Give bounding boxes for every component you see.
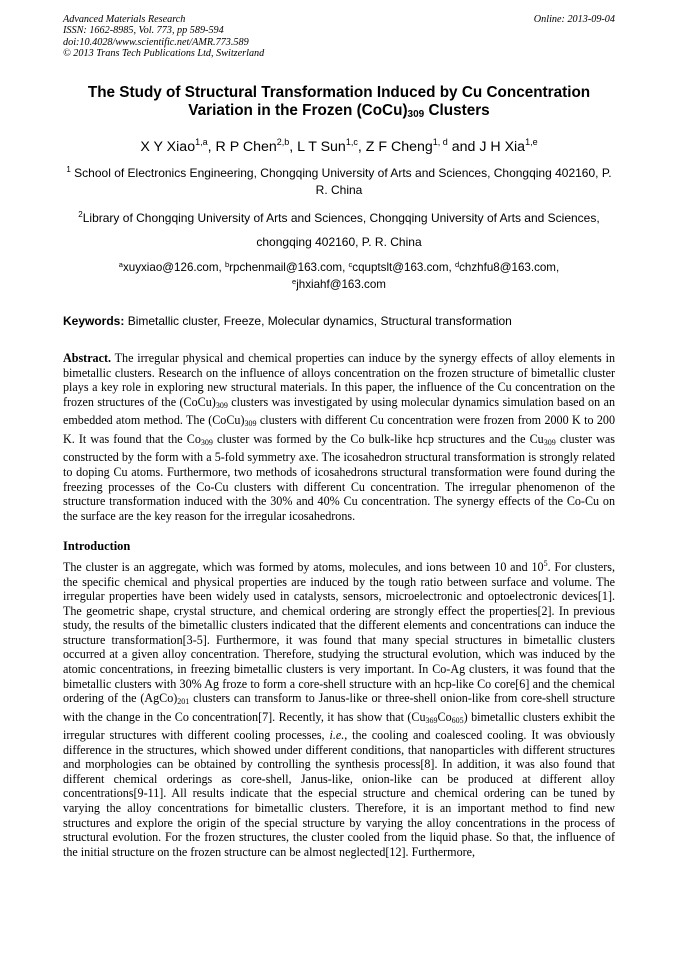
abstract-text: The irregular physical and chemical properties can induce by the synergy effects of alloy elements in bimetallic clusters. Research on the influence of alloys concentration on the frozen structure of bimetallic cluster plays a key role in exploring new structural materials. In this paper, the influence of the Cu concentration on the frozen structures of the (CoCu) bbox=[63, 351, 615, 409]
author-mark: 1,e bbox=[525, 137, 538, 148]
email-address[interactable]: jhxiahf@163.com bbox=[296, 277, 386, 291]
introduction-heading: Introduction bbox=[63, 539, 131, 554]
abstract-label: Abstract. bbox=[63, 351, 112, 366]
title-line-1: The Study of Structural Transformation Induced by Cu Concentration bbox=[87, 84, 591, 102]
email-mark: a bbox=[118, 260, 123, 270]
keywords-text: Bimetallic cluster, Freeze, Molecular dynamics, Structural transformation bbox=[124, 314, 512, 329]
body-text: . For clusters, the specific chemical and physical properties are induced by the tough ratio between surface and volume. The irregular properties have been widely used in catalysts, sensors, microelectronic and optoelectronic devices[1]. The geometric shape, crystal structure, and chemical ordering are strongly effect the properties[2]. In previous study, the results of the bimetallic clusters indicated that the different elements and concentrations can induce the structure transformation[3-5]. Furthermore, it was found that many special structures in bimetallic clusters occurred at a given alloy concentration. Therefore, studying the structural evolution, which was induced by the atomic concentrations, in freezing bimetallic clusters is very important. In Co-Ag clusters, it was found that the bimetallic clusters with 30% Ag froze to form a core-shell structure with an hcp-like Co core[6] and the chemical ordering of the (AgCo) bbox=[63, 560, 615, 706]
title-subscript: 309 bbox=[407, 109, 425, 121]
issn-line: ISSN: 1662-8985, Vol. 773, pp 589-594 bbox=[63, 25, 224, 37]
body-text: clusters can transform to Janus-like or three-shell onion-like from core-shell structure with the change in the Co concentration[7]. Recently, it has show that (Cu bbox=[63, 691, 615, 724]
abstract-text: cluster was formed by the Co bulk-like hcp structures and the Cu bbox=[212, 431, 544, 446]
affiliation-text: Library of Chongqing University of Arts and Sciences, Chongqing University of Arts and Sciences, chongqing 402160, P. R. China bbox=[82, 211, 600, 250]
subscript: 369 bbox=[425, 715, 438, 725]
author-mark: 1,a bbox=[195, 137, 208, 148]
author-name: J H Xia bbox=[479, 139, 526, 156]
online-date: Online: 2013-09-04 bbox=[533, 14, 615, 25]
email-mark: b bbox=[224, 260, 230, 270]
subscript: 201 bbox=[177, 697, 190, 707]
affiliation-2 bbox=[63, 203, 615, 254]
journal-name: Advanced Materials Research bbox=[63, 14, 186, 25]
subscript: 309 bbox=[543, 437, 556, 447]
author-mark: 1, d bbox=[432, 137, 448, 148]
abstract-text: clusters with different Cu concentration were frozen from 2000 K to 200 K. It was found that the Co bbox=[63, 413, 615, 446]
email-mark: d bbox=[454, 260, 460, 270]
body-text: ) bimetallic clusters exhibit the irregular structures with different cooling processes, bbox=[63, 709, 615, 743]
introduction-paragraph bbox=[63, 557, 615, 859]
keywords-label: Keywords: bbox=[63, 314, 125, 329]
author-separator: , bbox=[357, 139, 366, 156]
body-text: , the cooling and coalesced cooling. It was obviously difference in the structures, which showed under different conditions, that nanoparticles with different structures and morphologies can be obtained by controlling the synthesis process[8]. In addition, it was also found that different chemical orderings as core-shell, Janus-like, onion-like can be produced at different alloy concentrations[9-11]. All results indicate that the especial structure and chemical ordering can be tuned by varying the alloy concentrations for bimetallic clusters. Therefore, it is an important method to find new structures and explore the origin of the special structure by varying the alloy concentrations in the process of structural evolution. For the frozen structures, the cluster cooled from the liquid phase. So that, the influence of the initial structure on the frozen structure can be almost neglected[12]. Furthermore, bbox=[63, 728, 615, 859]
email-mark: e bbox=[292, 276, 297, 286]
email-address[interactable]: chzhfu8@163.com bbox=[459, 261, 556, 275]
superscript: 5 bbox=[543, 559, 548, 569]
abstract-text: cluster was constructed by the form with a 5-fold symmetry axe. The icosahedron structural transformation is strongly related to doping Cu atoms. Furthermore, two methods of icosahedrons structural transformation were found during the freezing processes of the Co-Cu clusters with different Cu concentration. The irregular phenomenon of the structure transformation induced with the 30% and 40% Cu concentration. The synergy effects of the Co-Cu on the surface are the key reason for the irregular icosahedrons. bbox=[63, 431, 615, 523]
doi-line: doi:10.4028/www.scientific.net/AMR.773.589 bbox=[63, 36, 249, 48]
affiliation-1 bbox=[63, 162, 615, 198]
email-address[interactable]: rpchenmail@163.com bbox=[229, 261, 343, 275]
author-mark: 2,b bbox=[276, 137, 290, 148]
abstract-text: clusters was investigated by using molecular dynamics simulation based on an embedded atom method. The (CoCu) bbox=[63, 394, 615, 428]
copyright-line: © 2013 Trans Tech Publications Ltd, Switzerland bbox=[63, 47, 265, 59]
paper-title bbox=[63, 84, 615, 124]
subscript: 309 bbox=[200, 437, 213, 447]
email-list: $^a$xuyxiao@126.com, $^b$rpchenmail@163.com, $^c$cquptslt@163.com, $^d$chzhfu8@163.com, $^e$jhxiahf@163.com bbox=[118, 260, 560, 291]
affiliation-mark: 1 bbox=[66, 165, 71, 175]
author-separator: , bbox=[289, 139, 298, 156]
abstract-paragraph bbox=[63, 351, 615, 523]
author-name: Z F Cheng bbox=[365, 139, 433, 156]
affiliation-text: School of Electronics Engineering, Chongqing University of Arts and Sciences, Chongqing 402160, P. R. China bbox=[74, 166, 612, 197]
subscript: 309 bbox=[215, 400, 228, 410]
subscript: 605 bbox=[451, 715, 464, 725]
author-name: L T Sun bbox=[297, 139, 346, 156]
author-mark: 1,c bbox=[345, 137, 358, 148]
title-text: Variation in the Frozen (CoCu) bbox=[188, 102, 408, 120]
journal-header bbox=[63, 14, 615, 59]
email-address[interactable]: cquptslt@163.com bbox=[352, 261, 449, 275]
author-name: R P Chen bbox=[215, 139, 277, 156]
author-list bbox=[63, 134, 615, 156]
email-mark: c bbox=[348, 260, 353, 270]
keywords-line bbox=[63, 313, 615, 329]
author-name: X Y Xiao bbox=[140, 139, 196, 156]
title-line-2 bbox=[63, 102, 615, 124]
author-and: and bbox=[447, 139, 480, 156]
body-text: Co bbox=[437, 709, 452, 724]
email-address[interactable]: xuyxiao@126.com bbox=[122, 261, 219, 275]
subscript: 309 bbox=[244, 419, 257, 429]
body-text: The cluster is an aggregate, which was formed by atoms, molecules, and ions between 10 and 10 bbox=[63, 560, 544, 575]
italic-text: i.e. bbox=[329, 728, 345, 743]
title-text-end: Clusters bbox=[424, 102, 490, 120]
affiliation-mark: 2 bbox=[78, 210, 83, 220]
author-separator: , bbox=[207, 139, 216, 156]
